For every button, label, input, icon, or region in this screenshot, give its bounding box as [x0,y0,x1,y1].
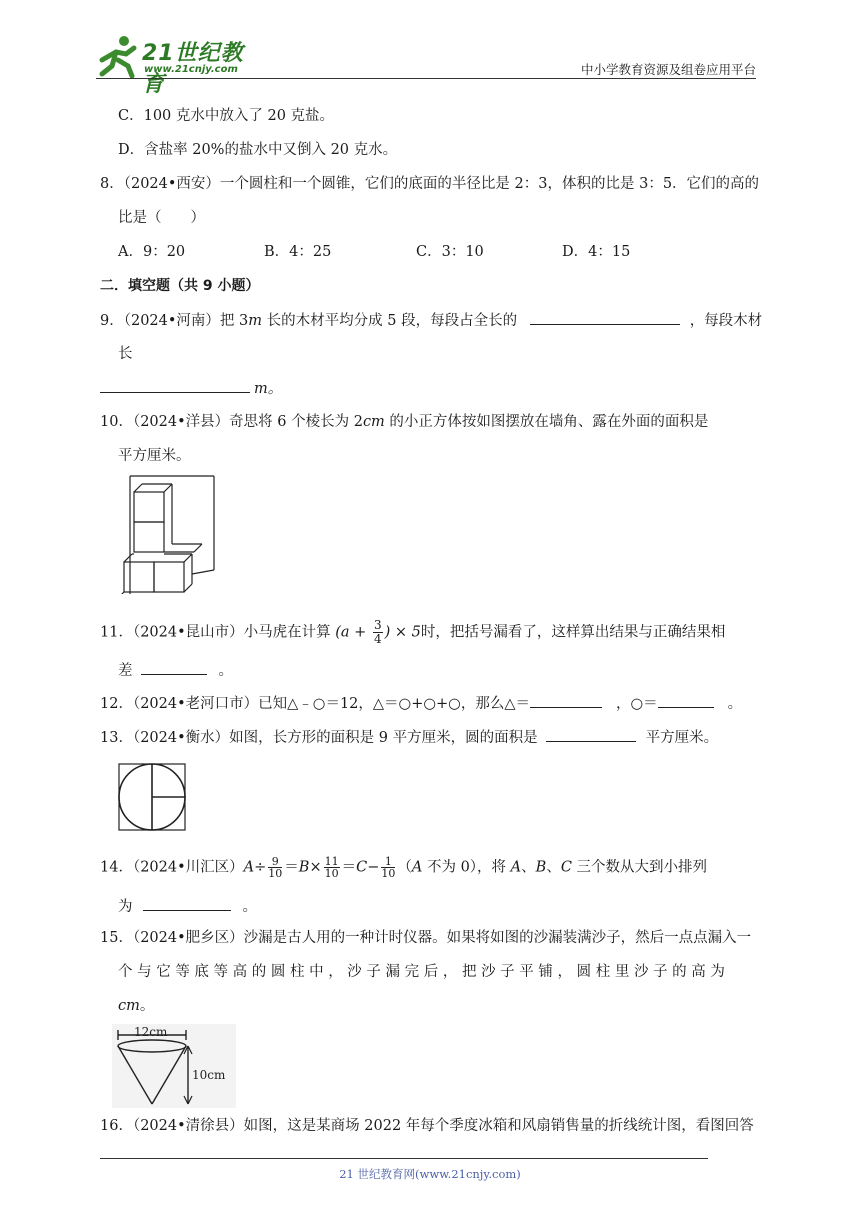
q15-stem: 15．（2024•肥乡区）沙漏是古人用的一种计时仪器。如果将如图的沙漏装满沙子，然后一点点漏入一 [100,930,752,946]
q8-option-d: D．4：15 [562,244,631,260]
q13-blank[interactable] [546,727,636,742]
q8-option-c: C．3：10 [416,244,484,260]
header-rule [96,78,756,79]
q14-fraction-1: $\frac{9}{10}$ [268,855,283,880]
q8-option-a: A．9：20 [118,244,186,260]
q15-label-height: 10cm [192,1068,226,1082]
q8-stem: 8．（2024•西安）一个圆柱和一个圆锥，它们的底面的半径比是 2：3，体积的比是 3：5．它们的高的 [100,176,760,192]
q16-stem: 16．（2024•清徐县）如图，这是某商场 2022 年每个季度冰箱和风扇销售量的折线统计图，看图回答 [100,1118,754,1134]
q9-stem: 9．（2024•河南）把 3m 长的木材平均分成 5 段，每段占全长的 ，每段木材 [100,310,762,331]
q10-stem-cont: 平方厘米。 [118,448,191,464]
q8-option-b: B．4：25 [264,244,332,260]
q8-stem-cont: 比是（ ） [118,210,205,226]
q13-stem: 13．（2024•衡水）如图，长方形的面积是 9 平方厘米，圆的面积是 平方厘米。 [100,727,718,748]
q7-option-c: C．100 克水中放入了 20 克盐。 [118,108,335,124]
q9-blank-1[interactable] [530,310,680,325]
q11-blank[interactable] [141,660,207,675]
footer-rule [100,1158,708,1159]
q12-stem: 12．（2024•老河口市）已知△﹣○＝12，△＝○+○+○，那么△＝ ，○＝ 。 [100,693,742,714]
q15-label-diameter: 12cm [134,1025,168,1039]
q15-line3: cm。 [118,998,155,1014]
q14-line2: 为 。 [118,896,257,917]
q12-blank-2[interactable] [658,693,714,708]
q11-line2: 差 。 [118,660,233,681]
runner-logo-icon [96,34,140,78]
q12-blank-1[interactable] [530,693,602,708]
q11-stem: 11．（2024•昆山市）小马虎在计算 (a + $\frac{3}{4}$ ) × 5时，把括号漏看了，这样算出结果与正确结果相 [100,618,726,646]
footer-text: 21 世纪教育网(www.21cnjy.com) [339,1167,521,1181]
q14-stem: 14．（2024•川汇区）A÷ $\frac{9}{10}$ ＝B× $\frac{11}{10}$ ＝C− $\frac{1}{10}$ （A 不为 0），将 A、B、C 三个数从大到小排列 [100,855,708,880]
q10-stem: 10．（2024•洋县）奇思将 6 个棱长为 2cm 的小正方体按如图摆放在墙角、露在外面的面积是 [100,414,709,430]
q9-line3: m。 [100,378,282,399]
q10-cubes-figure [116,474,216,594]
logo-url: www.21cnjy.com [144,64,238,75]
q15-stem-cont: 个 与 它 等 底 等 高 的 圆 柱 中 ， 沙 子 漏 完 后 ， 把 沙 子 平 铺 ， 圆 柱 里 沙 子 的 高 为 [118,964,725,980]
header-logo [96,34,266,97]
q15-cone-figure [112,1024,236,1108]
q14-fraction-2: $\frac{11}{10}$ [324,855,339,880]
q9-blank-2[interactable] [100,378,250,393]
q14-fraction-3: $\frac{1}{10}$ [381,855,396,880]
q9-stem-cont: 长 [118,346,133,362]
section-heading: 二．填空题（共 9 小题） [100,278,260,294]
q13-circle-figure [116,761,188,833]
q7-option-d: D．含盐率 20%的盐水中又倒入 20 克水。 [118,142,398,158]
header-platform-text: 中小学教育资源及组卷应用平台 [580,62,756,77]
q14-blank[interactable] [143,896,231,911]
q11-fraction: $\frac{3}{4}$ [373,618,382,646]
q11-expression: (a + [335,624,371,641]
logo-title: 21世纪教育 [142,41,244,97]
